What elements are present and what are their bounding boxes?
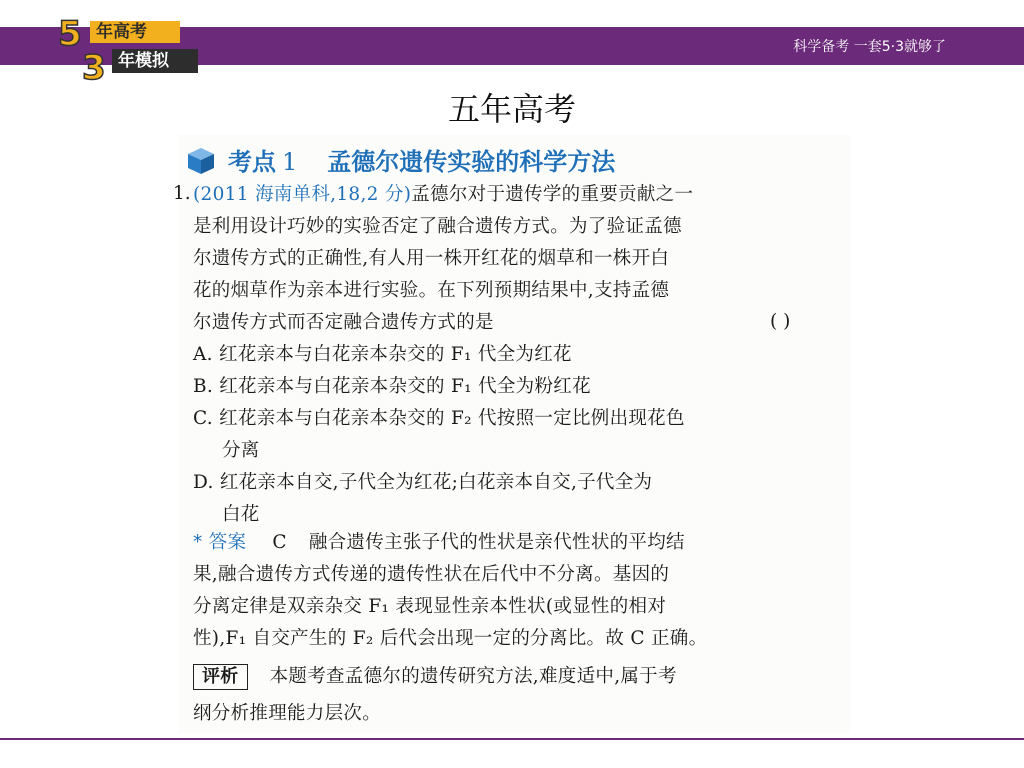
answer-line: 性),F₁ 自交产生的 F₂ 后代会出现一定的分离比。故 C 正确。: [193, 628, 708, 649]
option-a: A. 红花亲本与白花亲本杂交的 F₁ 代全为红花: [193, 344, 572, 365]
option-c-continued: 分离: [222, 440, 260, 461]
stem-line: 花的烟草作为亲本进行实验。在下列预期结果中,支持孟德: [193, 280, 670, 301]
section-number: 1: [282, 148, 298, 176]
answer-line: 分离定律是双亲杂交 F₁ 表现显性亲本性状(或显性的相对: [193, 596, 667, 617]
logo-digit-three: 3: [82, 48, 106, 88]
analysis-label: 评析: [193, 664, 248, 690]
stem-line: 尔遗传方式而否定融合遗传方式的是: [193, 312, 494, 333]
question-source: (2011 海南单科,18,2 分): [193, 184, 412, 205]
logo-digit-five: 5: [58, 14, 82, 54]
answer-first-line: [193, 531, 685, 555]
analysis-line: 本题考查孟德尔的遗传研究方法,难度适中,属于考: [269, 666, 677, 687]
section-label: 考点: [228, 148, 276, 176]
answer-label: * 答案: [193, 532, 247, 553]
page-title: 五年高考: [447, 90, 576, 128]
question-first-line: [193, 183, 693, 207]
analysis-line: 纲分析推理能力层次。: [193, 703, 382, 724]
answer-line: 融合遗传主张子代的性状是亲代性状的平均结: [308, 532, 685, 553]
header-slogan: 科学备考 一套5·3就够了: [793, 39, 946, 55]
option-d: D. 红花亲本自交,子代全为红花;白花亲本自交,子代全为: [193, 472, 653, 493]
stem-line: 尔遗传方式的正确性,有人用一株开红花的烟草和一株开白: [193, 248, 670, 269]
option-c: C. 红花亲本与白花亲本杂交的 F₂ 代按照一定比例出现花色: [193, 408, 685, 429]
section-title: [228, 142, 615, 177]
question-number: 1.: [173, 183, 191, 204]
option-d-continued: 白花: [222, 504, 260, 525]
footer-divider: [0, 738, 1024, 740]
answer-line: 果,融合遗传方式传递的遗传性状在后代中不分离。基因的: [193, 564, 670, 585]
option-b: B. 红花亲本与白花亲本杂交的 F₁ 代全为粉红花: [193, 376, 591, 397]
answer-choice: C: [272, 532, 287, 553]
logo-bottom-text: 年模拟: [112, 49, 198, 73]
stem-line: 是利用设计巧妙的实验否定了融合遗传方式。为了验证孟德: [193, 216, 682, 237]
section-name: 孟德尔遗传实验的科学方法: [327, 148, 616, 176]
answer-blank: ( ): [770, 311, 791, 332]
analysis-first-line: [193, 664, 677, 690]
stem-line: 孟德尔对于遗传学的重要贡献之一: [411, 184, 694, 205]
cube-icon: [186, 146, 216, 176]
logo: [56, 14, 198, 88]
logo-top-text: 年高考: [90, 21, 180, 43]
